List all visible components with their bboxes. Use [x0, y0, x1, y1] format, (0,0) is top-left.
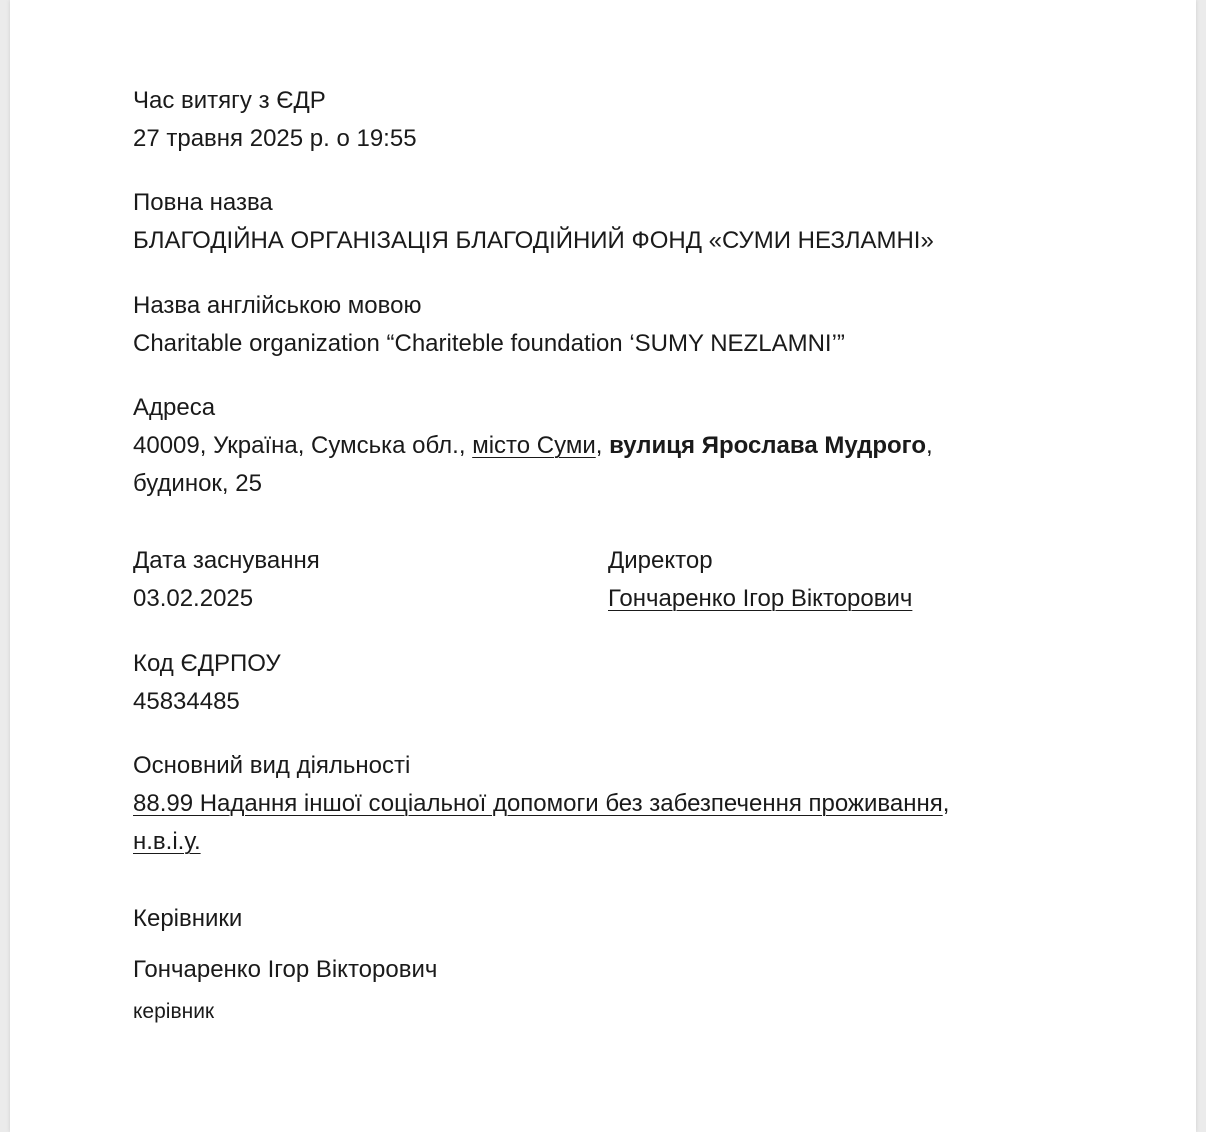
extract-time-section [133, 82, 1083, 158]
address-line-1 [133, 427, 1083, 465]
address-building: будинок, 25 [133, 470, 262, 497]
edrpou-label: Код ЄДРПОУ [133, 650, 281, 677]
heads-label: Керівники [133, 905, 243, 932]
founded-label: Дата заснування [133, 547, 320, 574]
address-section [133, 389, 1083, 503]
activity-link[interactable]: 88.99 Надання іншої соціальної допомоги без забезпечення проживання [133, 790, 943, 817]
address-prefix: 40009, Україна, Сумська обл., [133, 432, 473, 459]
edrpou-section [133, 645, 1083, 721]
heads-section [133, 900, 1083, 938]
director-link[interactable]: Гончаренко Ігор Вікторович [608, 585, 913, 612]
head-role-row [133, 993, 1083, 1031]
activity-section [133, 747, 1083, 861]
full-name-section [133, 184, 1083, 260]
head-name: Гончаренко Ігор Вікторович [133, 956, 438, 983]
head-person [133, 951, 1083, 989]
director-label: Директор [608, 547, 713, 574]
activity-label: Основний вид діяльності [133, 752, 411, 779]
address-suffix: , [925, 432, 933, 459]
head-role: керівник [133, 1000, 215, 1023]
activity-line-1 [133, 785, 1083, 823]
extract-time-label: Час витягу з ЄДР [133, 87, 326, 114]
activity-suffix: , [942, 790, 950, 817]
full-name-label: Повна назва [133, 189, 273, 216]
full-name-value: БЛАГОДІЙНА ОРГАНІЗАЦІЯ БЛАГОДІЙНИЙ ФОНД «СУМИ НЕЗЛАМНІ» [133, 227, 934, 254]
founded-section [133, 542, 583, 618]
address-street: вулиця Ярослава Мудрого [609, 432, 926, 459]
city-link[interactable]: місто Суми [472, 432, 596, 459]
address-separator: , [595, 432, 610, 459]
edrpou-value: 45834485 [133, 688, 240, 715]
extract-time-value: 27 травня 2025 р. о 19:55 [133, 125, 417, 152]
founded-value: 03.02.2025 [133, 585, 254, 612]
english-name-value: Charitable organization “Chariteble foundation ‘SUMY NEZLAMNI’” [133, 330, 845, 357]
english-name-section [133, 287, 1083, 363]
address-label: Адреса [133, 394, 216, 421]
document-page [10, 0, 1196, 1132]
english-name-label: Назва англійською мовою [133, 292, 422, 319]
director-section [608, 542, 1078, 618]
activity-link-cont[interactable]: н.в.і.у. [133, 828, 201, 855]
